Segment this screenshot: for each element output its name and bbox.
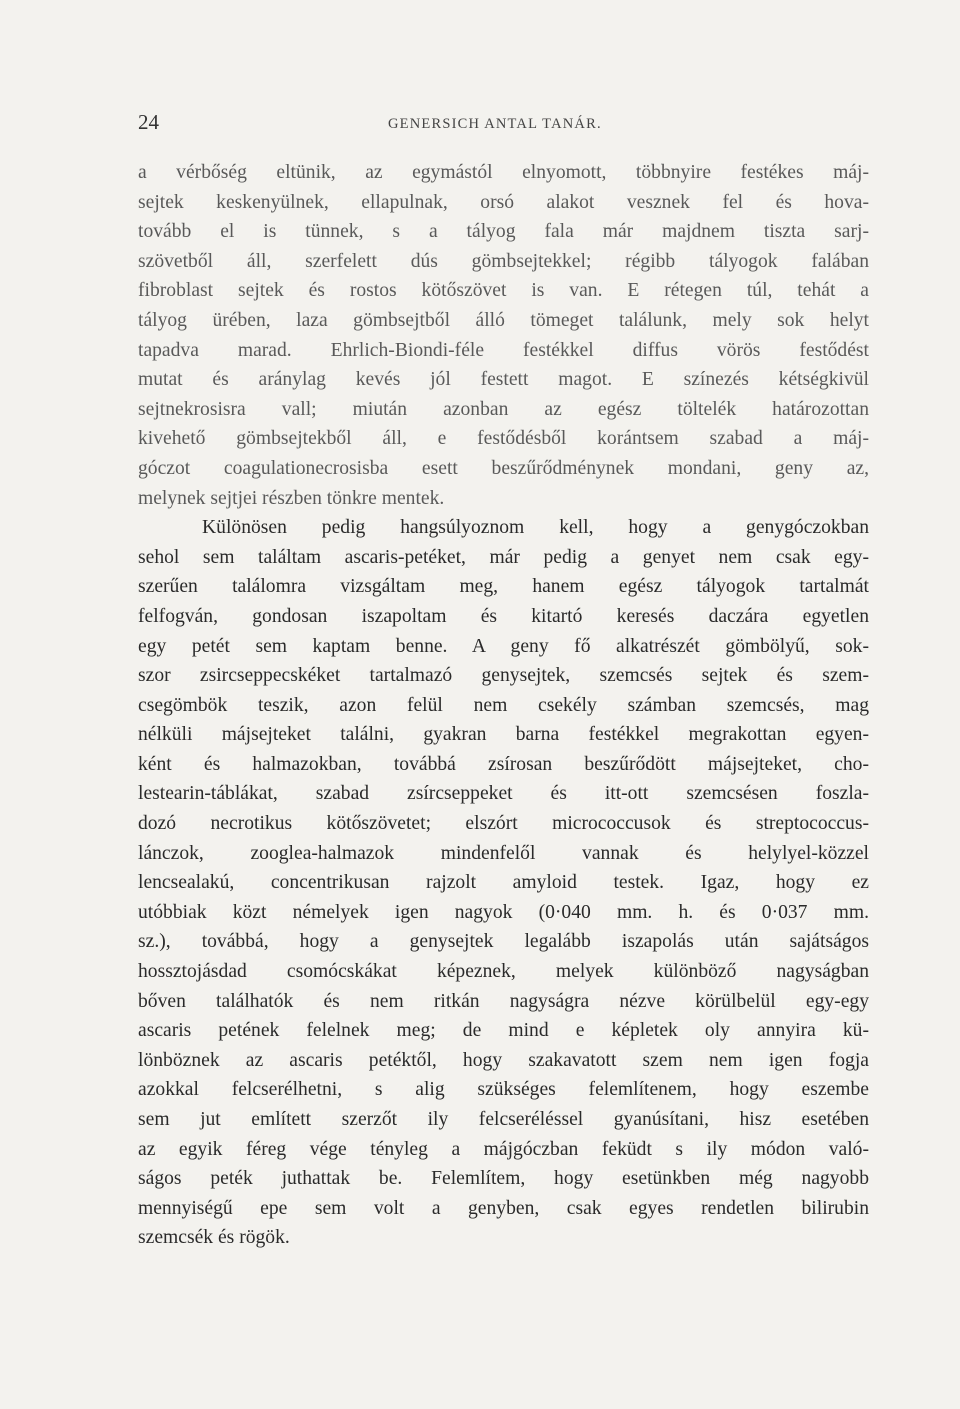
text-line: egy petét sem kaptam benne. A geny fő alkatrészét gömbölyű, sok- bbox=[138, 635, 869, 657]
text-line: ként és halmazokban, továbbá zsírosan beszűrődött májsejteket, cho- bbox=[138, 753, 869, 775]
text-line: csegömbök teszik, azon felül nem csekély számban szemcsés, mag bbox=[138, 694, 869, 716]
text-line: utóbbiak közt némelyek igen nagyok (0·040 mm. h. és 0·037 mm. bbox=[138, 901, 869, 923]
paragraph-1 bbox=[138, 158, 869, 513]
text-line: lönböznek az ascaris petéktől, hogy szakavatott szem nem igen fogja bbox=[138, 1049, 869, 1071]
text-line: dozó necrotikus kötőszövetet; elszórt micrococcusok és streptococcus- bbox=[138, 813, 869, 835]
paragraph-2 bbox=[138, 513, 869, 1253]
text-line: sejtek keskenyülnek, ellapulnak, orsó alakot vesznek fel és hova- bbox=[138, 191, 869, 213]
text-line: lánczok, zooglea-halmazok mindenfelől vannak és helylyel-közzel bbox=[138, 842, 869, 864]
text-line: sz.), továbbá, hogy a genysejtek legalább iszapolás után sajátságos bbox=[138, 931, 869, 953]
text-line: azokkal felcserélhetni, s alig szükséges felemlítenem, hogy eszembe bbox=[138, 1079, 869, 1101]
page-number: 24 bbox=[138, 110, 159, 134]
text-line: tapadva marad. Ehrlich-Biondi-féle festékkel diffus vörös festődést bbox=[138, 339, 869, 361]
text-line: sejtnekrosisra vall; miután azonban az egész töltelék határozottan bbox=[138, 398, 869, 420]
text-line: lestearin-táblákat, szabad zsírcseppeket és itt-ott szemcsésen foszla- bbox=[138, 783, 869, 805]
text-line: tovább el is tünnek, s a tályog fala már majdnem tiszta sarj- bbox=[138, 221, 869, 243]
text-line: fibroblast sejtek és rostos kötőszövet is van. E rétegen túl, tehát a bbox=[138, 280, 869, 302]
text-line: sem jut említett szerzőt ily felcseréléssel gyanúsítani, hisz esetében bbox=[138, 1109, 869, 1130]
text-line: sehol sem találtam ascaris-petéket, már pedig a genyet nem csak egy- bbox=[138, 546, 869, 568]
body-text bbox=[138, 158, 869, 1253]
text-line: mennyiségű epe sem volt a genyben, csak egyes rendetlen bilirubin bbox=[138, 1197, 869, 1219]
text-line: szemcsék és rögök. bbox=[138, 1227, 290, 1249]
text-line: nélküli májsejteket találni, gyakran barna festékkel megrakottan egyen- bbox=[138, 724, 869, 746]
text-line: szövetből áll, szerfelett dús gömbsejtekkel; régibb tályogok falában bbox=[138, 250, 869, 272]
text-line: melynek sejtjei részben tönkre mentek. bbox=[138, 487, 445, 509]
text-line: hossztojásdad csomócskákat képeznek, melyek különböző nagyságban bbox=[138, 961, 869, 983]
text-line: bőven találhatók és nem ritkán nagyságra nézve körülbelül egy-egy bbox=[138, 990, 869, 1012]
text-line: ascaris petének felelnek meg; de mind e képletek oly annyira kü- bbox=[138, 1020, 869, 1042]
text-line: mutat és aránylag kevés jól festett magot. E színezés kétségkivül bbox=[138, 369, 869, 391]
text-line: Különösen pedig hangsúlyoznom kell, hogy a genygóczokban bbox=[202, 517, 869, 539]
text-line: az egyik féreg vége tényleg a májgóczban feküdt s ily módon való- bbox=[138, 1138, 869, 1160]
text-line: szerűen találomra vizsgáltam meg, hanem egész tályogok tartalmát bbox=[138, 576, 869, 598]
running-head: GENERSICH ANTAL TANÁR. bbox=[388, 116, 602, 132]
text-line: lencsealakú, concentrikusan rajzolt amyloid testek. Igaz, hogy ez bbox=[138, 872, 869, 894]
text-line: ságos peték juthattak be. Felemlítem, hogy esetünkben még nagyobb bbox=[138, 1168, 869, 1190]
text-line: felfogván, gondosan iszapoltam és kitartó keresés daczára egyetlen bbox=[138, 605, 869, 627]
text-line: tályog ürében, laza gömbsejtből álló tömeget találunk, mely sok helyt bbox=[138, 309, 869, 331]
text-line: góczot coagulationecrosisba esett beszűrődménynek mondani, geny az, bbox=[138, 457, 869, 479]
page-header bbox=[138, 110, 868, 140]
text-line: kivehető gömbsejtekből áll, e festődésből korántsem szabad a máj- bbox=[138, 428, 869, 450]
text-line: a vérbőség eltünik, az egymástól elnyomott, többnyire festékes máj- bbox=[138, 162, 869, 183]
text-line: szor zsircseppecskéket tartalmazó genysejtek, szemcsés sejtek és szem- bbox=[138, 665, 869, 687]
